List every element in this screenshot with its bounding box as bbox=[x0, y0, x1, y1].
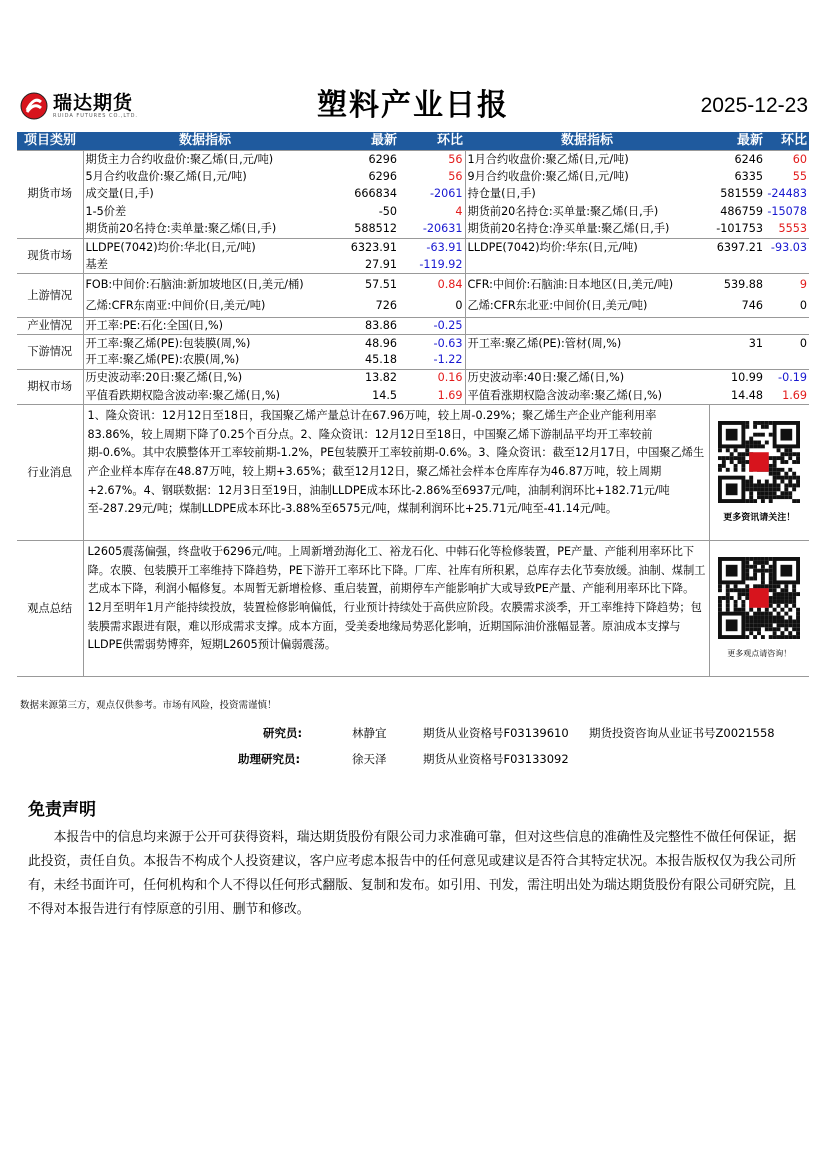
indicator-value: -50 bbox=[378, 205, 397, 219]
indicator-name: 5月合约收盘价:聚乙烯(日,元/吨) bbox=[85, 169, 247, 183]
indicator-value-2 bbox=[709, 256, 765, 274]
table-row bbox=[17, 221, 809, 239]
indicator-value-2: 6397.21 bbox=[709, 238, 765, 256]
section-text-view: L2605震荡偏强，终盘收于6296元/吨。上周新增劲海化工、裕龙石化、中韩石化等检修装置，PE产量、产能利用率环比下降。农膜、包装膜开工率维持下降趋势，PE下游开工率环比下降。厂库、社库有所积累，总库存去化节奏放缓。油制、煤制工艺成本下降，利润小幅修复。本周暂无新增检修、重启装置，前期停车产能影响扩大或导致PE产量、产能利用率环比下降。12月至明年1月产能持续投放，装置检修影响偏低，行业预计持续处于高供应阶段。农膜需求淡季，开工率维持下降趋势；包装膜需求跟进有限，难以形成需求支撑。成本方面，受美委地缘局势恶化影响，近期国际油价涨幅显著。原油成本支撑与LLDPE供需弱势博弈，短期L2605预计偏弱震荡。 bbox=[83, 541, 709, 677]
table-row bbox=[17, 335, 809, 352]
section-label-view: 观点总结 bbox=[17, 541, 83, 677]
indicator-name-2: 平值看涨期权隐含波动率:聚乙烯(日,%) bbox=[467, 388, 662, 402]
indicator-name-2: 开工率:聚乙烯(PE):管材(周,%) bbox=[465, 335, 709, 352]
qr-caption: 更多观点请咨询！ bbox=[727, 648, 792, 658]
researcher-name: 林静宜 bbox=[352, 726, 387, 740]
table-row bbox=[17, 256, 809, 274]
logo-subtitle: RUIDA FUTURES CO.,LTD. bbox=[53, 113, 139, 119]
header-latest: 最新 bbox=[327, 132, 399, 151]
disclaimer-text: 本报告中的信息均来源于公开可获得资料，瑞达期货股份有限公司力求准确可靠，但对这些信息的准确性及完整性不做任何保证，据此投资，责任自负。本报告不构成个人投资建议，客户应考虑本报告中的任何意见或建议是否符合其特定状况。本报告版权仅为我公司所有，未经书面许可，任何机构和个人不得以任何形式翻版、复制和发布。如引用、刊发，需注明出处为瑞达期货股份有限公司研究院，且不得对本报告进行有悖原意的引用、删节和修改。 bbox=[28, 830, 796, 917]
indicator-change: -0.63 bbox=[399, 335, 465, 352]
indicator-value: 6323.91 bbox=[327, 238, 399, 256]
data-table bbox=[17, 132, 809, 677]
indicator-value-2 bbox=[709, 352, 765, 369]
qr-caption: 更多资讯请关注！ bbox=[723, 512, 796, 523]
indicator-value-2 bbox=[709, 318, 765, 335]
indicator-value: 13.82 bbox=[327, 369, 399, 387]
table-row bbox=[17, 168, 809, 186]
indicator-name: 成交量(日,手) bbox=[85, 187, 154, 201]
report-date: 2025-12-23 bbox=[700, 94, 808, 117]
section-label-news: 行业消息 bbox=[17, 405, 83, 541]
table-row bbox=[17, 203, 809, 221]
indicator-name-2 bbox=[465, 352, 709, 369]
indicator-change: 0.84 bbox=[399, 274, 465, 296]
qr-code-icon bbox=[718, 557, 800, 639]
header-indicator: 数据指标 bbox=[83, 132, 327, 151]
section-label-industry: 产业情况 bbox=[17, 318, 83, 335]
researcher-cert-2: 期货投资咨询从业证书号Z0021558 bbox=[589, 726, 775, 740]
indicator-name-2: CFR:中间价:石脑油:日本地区(日,美元/吨) bbox=[465, 274, 709, 296]
indicator-value-2: 486759 bbox=[720, 205, 763, 219]
indicator-value: 14.5 bbox=[372, 388, 397, 402]
indicator-name-2: 乙烯:CFR东北亚:中间价(日,美元/吨) bbox=[467, 299, 648, 313]
table-row bbox=[17, 274, 809, 296]
table-row bbox=[17, 369, 809, 387]
header-category: 项目类别 bbox=[17, 132, 83, 151]
indicator-change: -119.92 bbox=[399, 256, 465, 274]
indicator-name: 乙烯:CFR东南亚:中间价(日,美元/吨) bbox=[85, 299, 266, 313]
indicator-change-2: 9 bbox=[765, 274, 809, 296]
indicator-value: 83.86 bbox=[327, 318, 399, 335]
indicator-name: 开工率:聚乙烯(PE):包装膜(周,%) bbox=[83, 335, 327, 352]
indicator-change: 1.69 bbox=[399, 387, 465, 405]
indicator-name: 1-5价差 bbox=[85, 205, 127, 219]
indicator-value: 57.51 bbox=[327, 274, 399, 296]
indicator-change-2 bbox=[765, 352, 809, 369]
indicator-name-2 bbox=[465, 318, 709, 335]
indicator-change: -0.25 bbox=[399, 318, 465, 335]
indicator-value: 6296 bbox=[327, 151, 399, 169]
indicator-change: -63.91 bbox=[399, 238, 465, 256]
logo-name: 瑞达期货 bbox=[53, 92, 134, 114]
table-row bbox=[17, 186, 809, 204]
indicator-name-2: 历史波动率:40日:聚乙烯(日,%) bbox=[465, 369, 709, 387]
indicator-name: 平值看跌期权隐含波动率:聚乙烯(日,%) bbox=[85, 388, 280, 402]
indicator-change-2: -93.03 bbox=[765, 238, 809, 256]
indicator-name: 开工率:PE:石化:全国(日,%) bbox=[83, 318, 327, 335]
assistant-name: 徐天泽 bbox=[352, 752, 387, 766]
indicator-name: 开工率:聚乙烯(PE):农膜(周,%) bbox=[85, 353, 240, 367]
indicator-change-2: 1.69 bbox=[782, 388, 807, 402]
indicator-change-2: 0 bbox=[799, 299, 807, 313]
indicator-value-2: 539.88 bbox=[709, 274, 765, 296]
indicator-change: -2061 bbox=[399, 186, 465, 204]
indicator-change-2: 55 bbox=[792, 169, 807, 183]
indicator-change-2: -15078 bbox=[767, 205, 807, 219]
indicator-change: 0.16 bbox=[399, 369, 465, 387]
indicator-value: 48.96 bbox=[327, 335, 399, 352]
table-row bbox=[17, 352, 809, 369]
table-row bbox=[17, 296, 809, 318]
header-latest-2: 最新 bbox=[709, 132, 765, 151]
indicator-name: 期货主力合约收盘价:聚乙烯(日,元/吨) bbox=[83, 151, 327, 169]
indicator-change-2 bbox=[765, 256, 809, 274]
table-row bbox=[17, 387, 809, 405]
indicator-change-2: 5553 bbox=[778, 222, 807, 236]
indicator-change: 56 bbox=[399, 168, 465, 186]
indicator-value-2: 14.48 bbox=[730, 388, 763, 402]
section-label-downstream: 下游情况 bbox=[17, 335, 83, 370]
indicator-value: 6296 bbox=[368, 169, 397, 183]
section-text-news: 1、隆众资讯：12月12日至18日，我国聚乙烯产量总计在67.96万吨，较上周-0.29%；聚乙烯生产企业产能利用率83.86%，较上周期下降了0.25个百分点。2、隆众资讯：12月12日至18日，中国聚乙烯下游制品平均开工率较前期-0.6%。其中农膜整体开工率较前期-1.2%，PE包装膜开工率较前期-0.6%。3、隆众资讯：截至12月17日，中国聚乙烯生产企业样本库存在48.87万吨，较上期+3.65%；截至12月12日，聚乙烯社会样本仓库库存为46.87万吨，较上周期+2.67%。4、钢联数据：12月3日至19日，油制LLDPE成本环比-2.86%至6937元/吨，油制利润环比+182.71元/吨至-287.29元/吨；煤制LLDPE成本环比-3.88%至6575元/吨，煤制利润环比+25.71元/吨至-41.14元/吨。 bbox=[83, 405, 709, 541]
researcher-cert-1: 期货从业资格号F03139610 bbox=[423, 726, 569, 740]
indicator-value-2: 10.99 bbox=[709, 369, 765, 387]
indicator-name-2: LLDPE(7042)均价:华东(日,元/吨) bbox=[465, 238, 709, 256]
indicator-value-2: 31 bbox=[709, 335, 765, 352]
indicator-name: LLDPE(7042)均价:华北(日,元/吨) bbox=[83, 238, 327, 256]
indicator-value: 45.18 bbox=[364, 353, 397, 367]
indicator-name-2: 期货前20名持仓:净买单量:聚乙烯(日,手) bbox=[467, 222, 670, 236]
table-row bbox=[17, 238, 809, 256]
table-header-row bbox=[17, 132, 809, 151]
qr-cell-view bbox=[709, 541, 809, 677]
header-change: 环比 bbox=[399, 132, 465, 151]
indicator-value-2: 746 bbox=[741, 299, 763, 313]
indicator-value: 588512 bbox=[354, 222, 397, 236]
indicator-name: 基差 bbox=[85, 257, 108, 271]
indicator-name: 期货前20名持仓:卖单量:聚乙烯(日,手) bbox=[85, 222, 277, 236]
indicator-value: 666834 bbox=[354, 187, 397, 201]
indicator-change: -20631 bbox=[399, 221, 465, 239]
indicator-value-2: 6335 bbox=[734, 169, 763, 183]
disclaimer-title: 免责声明 bbox=[28, 800, 96, 820]
section-label-futures: 期货市场 bbox=[17, 151, 83, 239]
indicator-change-2: -0.19 bbox=[765, 369, 809, 387]
indicator-name-2 bbox=[465, 256, 709, 274]
indicator-change: -1.22 bbox=[399, 352, 465, 369]
indicator-value: 726 bbox=[375, 299, 397, 313]
table-row bbox=[17, 405, 809, 541]
indicator-name-2: 1月合约收盘价:聚乙烯(日,元/吨) bbox=[465, 151, 709, 169]
indicator-change-2 bbox=[765, 318, 809, 335]
assistant-cert: 期货从业资格号F03133092 bbox=[423, 752, 569, 766]
table-row bbox=[17, 541, 809, 677]
table-row bbox=[17, 151, 809, 169]
indicator-value-2: 6246 bbox=[709, 151, 765, 169]
data-source-note: 数据来源第三方，观点仅供参考。市场有风险，投资需谨慎！ bbox=[20, 700, 277, 711]
indicator-change-2: 0 bbox=[765, 335, 809, 352]
indicator-change: 56 bbox=[399, 151, 465, 169]
indicator-value-2: 581559 bbox=[720, 187, 763, 201]
assistant-label: 助理研究员: bbox=[238, 752, 301, 766]
header-indicator-2: 数据指标 bbox=[465, 132, 709, 151]
indicator-name-2: 期货前20名持仓:买单量:聚乙烯(日,手) bbox=[467, 205, 659, 219]
qr-cell-news bbox=[709, 405, 809, 541]
indicator-change: 0 bbox=[399, 296, 465, 318]
indicator-value: 27.91 bbox=[364, 257, 397, 271]
header-change-2: 环比 bbox=[765, 132, 809, 151]
indicator-change: 4 bbox=[399, 203, 465, 221]
indicator-name-2: 9月合约收盘价:聚乙烯(日,元/吨) bbox=[467, 169, 629, 183]
indicator-name-2: 持仓量(日,手) bbox=[467, 187, 536, 201]
indicator-change-2: -24483 bbox=[767, 187, 807, 201]
section-label-spot: 现货市场 bbox=[17, 238, 83, 273]
section-label-upstream: 上游情况 bbox=[17, 274, 83, 318]
page-title: 塑料产业日报 bbox=[317, 88, 509, 123]
table-row bbox=[17, 318, 809, 335]
indicator-value-2: -101753 bbox=[716, 222, 763, 236]
section-label-options: 期权市场 bbox=[17, 369, 83, 404]
indicator-change-2: 60 bbox=[765, 151, 809, 169]
indicator-name: 历史波动率:20日:聚乙烯(日,%) bbox=[83, 369, 327, 387]
indicator-name: FOB:中间价:石脑油:新加坡地区(日,美元/桶) bbox=[83, 274, 327, 296]
researcher-label: 研究员: bbox=[263, 726, 303, 740]
qr-code-icon bbox=[718, 421, 800, 503]
